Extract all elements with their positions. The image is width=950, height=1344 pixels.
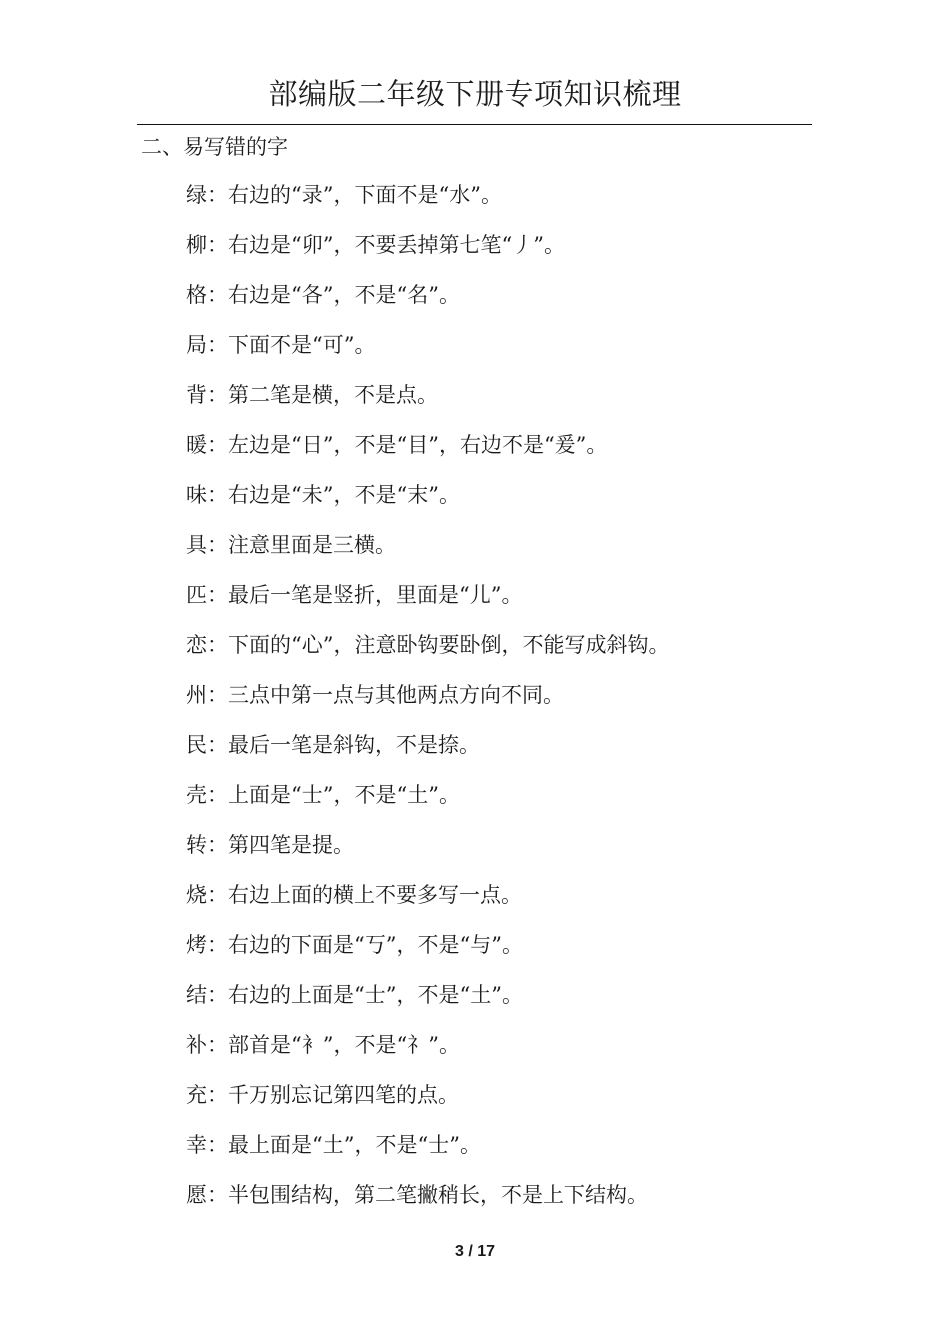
list-item: 愿：半包围结构，第二笔撇稍长，不是上下结构。 <box>186 1183 648 1207</box>
list-item: 充：千万别忘记第四笔的点。 <box>186 1083 459 1107</box>
list-item: 恋：下面的“心”，注意卧钩要卧倒，不能写成斜钩。 <box>186 633 670 657</box>
list-item: 匹：最后一笔是竖折，里面是“儿”。 <box>186 583 523 607</box>
list-item: 烧：右边上面的横上不要多写一点。 <box>186 883 522 907</box>
list-item: 烤：右边的下面是“丂”，不是“与”。 <box>186 933 523 957</box>
list-item: 州：三点中第一点与其他两点方向不同。 <box>186 683 564 707</box>
entry-list <box>186 180 806 1230</box>
list-item: 具：注意里面是三横。 <box>186 533 396 557</box>
page-title: 部编版二年级下册专项知识梳理 <box>268 77 682 111</box>
list-item: 味：右边是“未”，不是“末”。 <box>186 483 460 507</box>
list-item: 背：第二笔是横，不是点。 <box>186 383 438 407</box>
list-item: 壳：上面是“士”，不是“土”。 <box>186 783 460 807</box>
title-divider <box>137 124 812 125</box>
list-item: 格：右边是“各”，不是“名”。 <box>186 283 460 307</box>
list-item: 民：最后一笔是斜钩，不是捺。 <box>186 733 480 757</box>
list-item: 局：下面不是“可”。 <box>186 333 376 357</box>
list-item: 绿：右边的“录”，下面不是“水”。 <box>186 183 502 207</box>
section-heading: 二、易写错的字 <box>141 135 288 159</box>
page-number: 3 / 17 <box>454 1243 496 1260</box>
list-item: 幸：最上面是“土”，不是“士”。 <box>186 1133 481 1157</box>
list-item: 柳：右边是“卯”，不要丢掉第七笔“丿”。 <box>186 233 565 257</box>
list-item: 结：右边的上面是“士”，不是“土”。 <box>186 983 523 1007</box>
list-item: 补：部首是“衤”，不是“礻”。 <box>186 1033 460 1057</box>
list-item: 转：第四笔是提。 <box>186 833 354 857</box>
list-item: 暖：左边是“日”，不是“目”，右边不是“爰”。 <box>186 433 608 457</box>
